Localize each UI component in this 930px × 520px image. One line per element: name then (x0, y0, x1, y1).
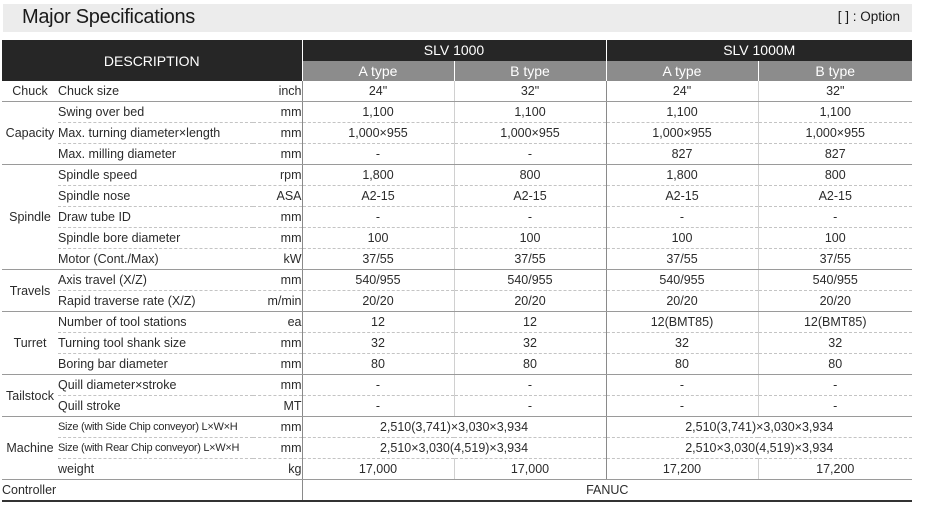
spec-value: 1,000×955 (302, 123, 454, 144)
spec-value: - (758, 207, 912, 228)
table-row (2, 165, 912, 186)
spec-value: 1,000×955 (758, 123, 912, 144)
category-label: Capacity (2, 102, 58, 165)
spec-value: - (454, 207, 606, 228)
spec-unit: mm (253, 333, 302, 354)
table-row (2, 123, 912, 144)
table-row (2, 249, 912, 270)
spec-value: - (758, 375, 912, 396)
spec-value: 540/955 (302, 270, 454, 291)
spec-value: 17,000 (302, 459, 454, 480)
spec-value: 20/20 (302, 291, 454, 312)
spec-value: 32" (758, 81, 912, 102)
spec-value: 32 (758, 333, 912, 354)
spec-value: 2,510(3,741)×3,030×3,934 (606, 417, 912, 438)
table-row (2, 144, 912, 165)
category-label: Machine (2, 417, 58, 480)
option-legend: [ ] : Option (837, 9, 900, 24)
table-row (2, 396, 912, 417)
spec-value: 37/55 (302, 249, 454, 270)
spec-value: 2,510(3,741)×3,030×3,934 (302, 417, 606, 438)
spec-value: 1,100 (758, 102, 912, 123)
spec-value: - (606, 375, 758, 396)
category-label: Travels (2, 270, 58, 312)
spec-value: 32 (454, 333, 606, 354)
spec-description: Spindle bore diameter (58, 228, 253, 249)
spec-value: - (302, 375, 454, 396)
spec-value: 12 (454, 312, 606, 333)
spec-value: 80 (758, 354, 912, 375)
spec-value: 80 (302, 354, 454, 375)
spec-unit: rpm (253, 165, 302, 186)
table-row (2, 480, 912, 502)
spec-unit: mm (253, 375, 302, 396)
table-row (2, 81, 912, 102)
spec-description: Chuck size (58, 81, 253, 102)
spec-value: A2-15 (606, 186, 758, 207)
spec-value: 32 (606, 333, 758, 354)
spec-value: 20/20 (606, 291, 758, 312)
category-label: Spindle (2, 165, 58, 270)
spec-value: 800 (454, 165, 606, 186)
spec-value: A2-15 (454, 186, 606, 207)
spec-value: 80 (606, 354, 758, 375)
spec-description: Size (with Rear Chip conveyor) L×W×H (58, 438, 253, 459)
spec-description: Max. milling diameter (58, 144, 253, 165)
spec-unit: kg (253, 459, 302, 480)
spec-value: 24" (606, 81, 758, 102)
spec-value: - (606, 207, 758, 228)
spec-value: 540/955 (454, 270, 606, 291)
spec-unit: mm (253, 123, 302, 144)
spec-value: 1,100 (302, 102, 454, 123)
spec-value: 1,100 (606, 102, 758, 123)
table-row (2, 270, 912, 291)
spec-description: Draw tube ID (58, 207, 253, 228)
spec-value: - (454, 375, 606, 396)
spec-unit: mm (253, 228, 302, 249)
spec-unit: ea (253, 312, 302, 333)
spec-unit: mm (253, 354, 302, 375)
table-row (2, 207, 912, 228)
table-row (2, 459, 912, 480)
spec-value: 37/55 (758, 249, 912, 270)
spec-description: Swing over bed (58, 102, 253, 123)
type-header: B type (758, 61, 912, 82)
spec-value: 12(BMT85) (758, 312, 912, 333)
category-label: Chuck (2, 81, 58, 102)
spec-value: 37/55 (606, 249, 758, 270)
spec-unit: ASA (253, 186, 302, 207)
spec-value: 800 (758, 165, 912, 186)
spec-value: 12(BMT85) (606, 312, 758, 333)
spec-value: 2,510×3,030(4,519)×3,934 (606, 438, 912, 459)
type-header: A type (606, 61, 758, 82)
spec-value: 37/55 (454, 249, 606, 270)
spec-value: 1,000×955 (454, 123, 606, 144)
spec-value: - (454, 144, 606, 165)
spec-description: Quill diameter×stroke (58, 375, 253, 396)
spec-description: Axis travel (X/Z) (58, 270, 253, 291)
type-header: B type (454, 61, 606, 82)
spec-value: 1,100 (454, 102, 606, 123)
spec-value: - (758, 396, 912, 417)
table-row (2, 228, 912, 249)
spec-value: 80 (454, 354, 606, 375)
type-header: A type (302, 61, 454, 82)
spec-value: 2,510×3,030(4,519)×3,934 (302, 438, 606, 459)
spec-unit: mm (253, 270, 302, 291)
spec-description: Spindle nose (58, 186, 253, 207)
spec-value: 17,200 (758, 459, 912, 480)
spec-description: Size (with Side Chip conveyor) L×W×H (58, 417, 253, 438)
spec-description: Quill stroke (58, 396, 253, 417)
spec-value: 17,000 (454, 459, 606, 480)
spec-value: 1,800 (302, 165, 454, 186)
spec-value: 100 (302, 228, 454, 249)
title-bar (3, 4, 912, 32)
spec-value: 1,000×955 (606, 123, 758, 144)
spec-value: 540/955 (606, 270, 758, 291)
spec-value: - (302, 207, 454, 228)
spec-unit: mm (253, 438, 302, 459)
spec-description: Turning tool shank size (58, 333, 253, 354)
spec-unit: mm (253, 144, 302, 165)
spec-value: 20/20 (758, 291, 912, 312)
table-row (2, 375, 912, 396)
table-row (2, 354, 912, 375)
spec-description: Spindle speed (58, 165, 253, 186)
spec-value: 540/955 (758, 270, 912, 291)
spec-value: - (302, 144, 454, 165)
spec-value: 1,800 (606, 165, 758, 186)
spec-value: 100 (606, 228, 758, 249)
spec-description: Rapid traverse rate (X/Z) (58, 291, 253, 312)
spec-unit: inch (253, 81, 302, 102)
table-row (2, 291, 912, 312)
spec-value: 32" (454, 81, 606, 102)
spec-description: Max. turning diameter×length (58, 123, 253, 144)
spec-value: - (302, 396, 454, 417)
category-label: Turret (2, 312, 58, 375)
spec-description: weight (58, 459, 253, 480)
spec-value: 827 (758, 144, 912, 165)
spec-unit: mm (253, 102, 302, 123)
spec-value: 12 (302, 312, 454, 333)
spec-unit: mm (253, 417, 302, 438)
spec-value: A2-15 (758, 186, 912, 207)
category-label: Tailstock (2, 375, 58, 417)
table-row (2, 186, 912, 207)
spec-table (2, 40, 912, 502)
spec-value: 100 (454, 228, 606, 249)
spec-value: 827 (606, 144, 758, 165)
spec-value: 17,200 (606, 459, 758, 480)
spec-unit: mm (253, 207, 302, 228)
spec-value: A2-15 (302, 186, 454, 207)
spec-description: Boring bar diameter (58, 354, 253, 375)
spec-value: 32 (302, 333, 454, 354)
spec-description: Number of tool stations (58, 312, 253, 333)
spec-value: 20/20 (454, 291, 606, 312)
page-title: Major Specifications (22, 6, 195, 28)
spec-value: - (454, 396, 606, 417)
spec-unit: kW (253, 249, 302, 270)
description-header: DESCRIPTION (2, 40, 302, 81)
model-header-slv1000m: SLV 1000M (606, 40, 912, 61)
controller-label: Controller (2, 480, 302, 502)
table-row (2, 333, 912, 354)
table-row (2, 417, 912, 438)
table-row (2, 102, 912, 123)
spec-description: Motor (Cont./Max) (58, 249, 253, 270)
spec-unit: m/min (253, 291, 302, 312)
controller-value: FANUC (302, 480, 912, 502)
spec-value: 100 (758, 228, 912, 249)
spec-value: 24" (302, 81, 454, 102)
spec-value: - (606, 396, 758, 417)
table-row (2, 438, 912, 459)
spec-unit: MT (253, 396, 302, 417)
model-header-slv1000: SLV 1000 (302, 40, 606, 61)
table-row (2, 312, 912, 333)
